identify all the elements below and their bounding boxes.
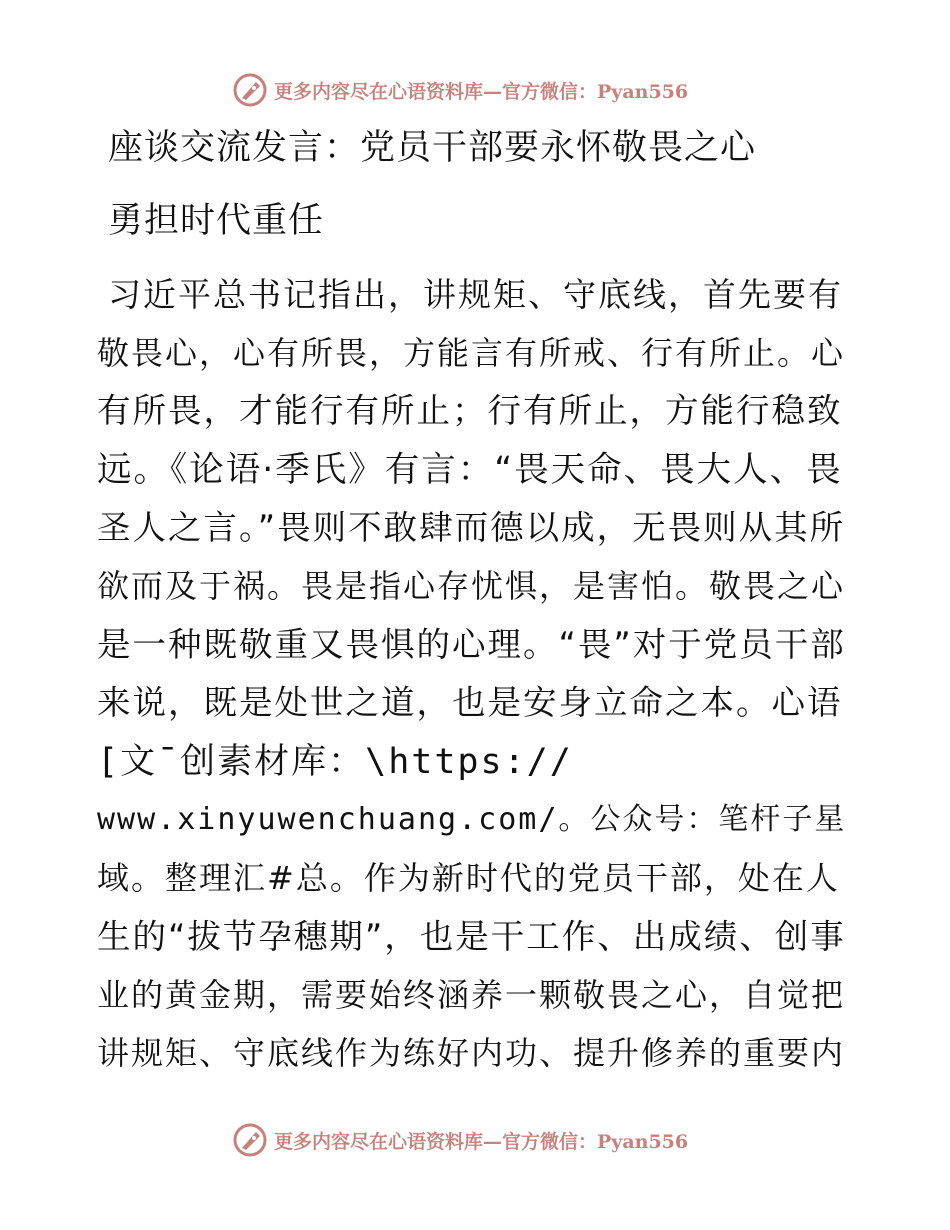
body-line: 远。《论语·季氏》有言：“畏天命、畏大人、畏 xyxy=(97,450,843,490)
body-line: 讲规矩、守底线作为练好内功、提升修养的重要内 xyxy=(97,1034,846,1072)
body-line: [文¯创素材库：\https:// xyxy=(97,742,573,782)
watermark-text: 更多内容尽在心语资料库—官方微信：Pyan556 xyxy=(274,1130,689,1153)
document-title-line1: 座谈交流发言：党员干部要永怀敬畏之心 xyxy=(108,128,757,168)
document-title-line2: 勇担时代重任 xyxy=(108,201,325,241)
pen-nib-logo-icon xyxy=(232,72,268,108)
body-line: 圣人之言。”畏则不敢肆而德以成，无畏则从其所 xyxy=(97,508,846,547)
body-line: 欲而及于祸。畏是指心存忧惧，是害怕。敬畏之心 xyxy=(97,567,846,605)
body-line: 有所畏，才能行有所止；行有所止，方能行稳致 xyxy=(97,391,843,430)
watermark-text: 更多内容尽在心语资料库—官方微信：Pyan556 xyxy=(274,80,689,103)
body-line: 域。整理汇#总。作为新时代的党员干部，处在人 xyxy=(97,859,840,897)
body-line: 敬畏心，心有所畏，方能言有所戒、行有所止。心 xyxy=(97,334,846,372)
body-line: 生的“拔节孕穗期”，也是干工作、出成绩、创事 xyxy=(97,917,846,956)
body-line: 来说，既是处世之道，也是安身立命之本。心语 xyxy=(97,683,843,722)
watermark-header xyxy=(232,70,688,110)
body-line: 习近平总书记指出，讲规矩、守底线，首先要有 xyxy=(108,275,843,314)
pen-nib-logo-icon xyxy=(232,1122,268,1158)
body-line: 业的黄金期，需要始终涵养一颗敬畏之心，自觉把 xyxy=(97,976,846,1014)
watermark-footer xyxy=(232,1120,688,1160)
body-line: 是一种既敬重又畏惧的心理。“畏”对于党员干部 xyxy=(97,625,846,664)
body-line: www.xinyuwenchuang.com/。公众号：笔杆子星 xyxy=(97,802,847,837)
